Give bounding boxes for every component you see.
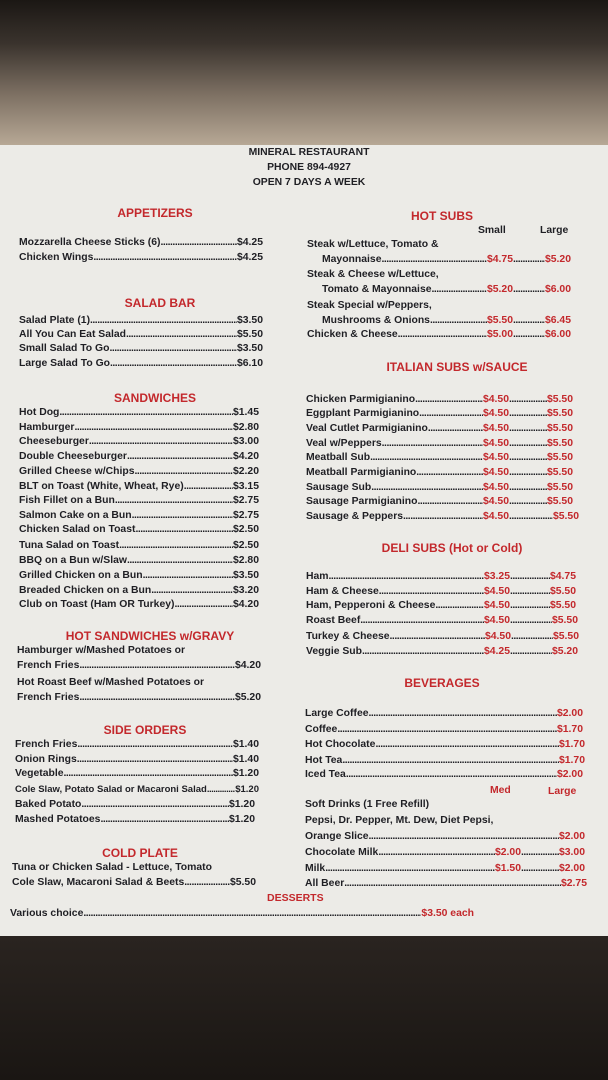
menu-item: Cheeseburger ..... $3.00: [19, 437, 259, 447]
menu-item: French Fries ..... $4.20: [17, 661, 261, 671]
section-title-cold-plate: COLD PLATE: [102, 846, 178, 860]
menu-item: Onion Rings ..... $1.40: [15, 755, 259, 765]
menu-item: Hot Tea ..... $1.70: [305, 756, 585, 766]
wall-background: [0, 0, 608, 145]
section-title-italian-subs: ITALIAN SUBS w/SAUCE: [386, 360, 528, 374]
menu-item: Chicken Parmigianino ..... $4.50 ..... $5.50: [306, 395, 573, 405]
menu-item: Hamburger ..... $2.80: [19, 423, 259, 433]
menu-item-line: Tuna or Chicken Salad - Lettuce, Tomato: [12, 862, 212, 873]
menu-item: Large Salad To Go ..... $6.10: [19, 359, 263, 369]
menu-item: Eggplant Parmigianino ..... $4.50 ..... $5.50: [306, 409, 573, 419]
menu-item: Grilled Cheese w/Chips ..... $2.20: [19, 467, 259, 477]
section-title-beverages: BEVERAGES: [404, 676, 480, 690]
menu-item: Sausage Sub ..... $4.50 ..... $5.50: [306, 483, 573, 493]
section-title-appetizers: APPETIZERS: [117, 206, 193, 220]
menu-item-line: Steak w/Lettuce, Tomato &: [307, 239, 439, 250]
menu-item: Meatball Parmigianino ..... $4.50 ..... $5.50: [306, 468, 573, 478]
menu-item: Sausage Parmigianino ..... $4.50 ..... $5.50: [306, 497, 573, 507]
menu-item: Chicken Salad on Toast ..... $2.50: [19, 525, 259, 535]
menu-item: Meatball Sub ..... $4.50 ..... $5.50: [306, 453, 573, 463]
column-header-med: Med: [490, 785, 511, 796]
menu-item-line: Hamburger w/Mashed Potatoes or: [17, 645, 186, 656]
section-title-side-orders: SIDE ORDERS: [103, 723, 187, 737]
menu-item: All You Can Eat Salad ..... $5.50: [19, 330, 263, 340]
menu-item: Salad Plate (1) ..... $3.50: [19, 316, 263, 326]
menu-item-line: Pepsi, Dr. Pepper, Mt. Dew, Diet Pepsi,: [305, 815, 494, 826]
menu-item: Iced Tea ..... $2.00: [305, 770, 583, 780]
menu-item: Tuna Salad on Toast ..... $2.50: [19, 541, 259, 551]
menu-item-line: Soft Drinks (1 Free Refill): [305, 799, 430, 810]
menu-item: Milk ..... $1.50 ..... $2.00: [305, 864, 585, 874]
menu-item: Sausage & Peppers ..... $4.50 ..... $5.50: [306, 512, 579, 522]
menu-item-line: Hot Roast Beef w/Mashed Potatoes or: [17, 677, 205, 688]
restaurant-name: MINERAL RESTAURANT: [248, 147, 370, 158]
menu-item: Breaded Chicken on a Bun ..... $3.20: [19, 586, 259, 596]
menu-item: Ham & Cheese ..... $4.50 ..... $5.50: [306, 587, 576, 597]
menu-item: Hot Dog ..... $1.45: [19, 408, 259, 418]
menu-item: Ham ..... $3.25 ..... $4.75: [306, 572, 576, 582]
section-title-salad-bar: SALAD BAR: [124, 296, 196, 310]
menu-item: French Fries ..... $5.20: [17, 693, 261, 703]
menu-item-line: Steak & Cheese w/Lettuce,: [307, 269, 439, 280]
section-title-deli-subs: DELI SUBS (Hot or Cold): [381, 541, 523, 555]
menu-item: Chicken & Cheese ..... $5.00 ..... $6.00: [307, 330, 571, 340]
menu-item: Veggie Sub ..... $4.25 ..... $5.20: [306, 647, 578, 657]
section-title-desserts: DESSERTS: [267, 892, 324, 904]
menu-item: Salmon Cake on a Bun ..... $2.75: [19, 511, 259, 521]
menu-item: Cole Slaw, Macaroni Salad & Beets ..... $5.50: [12, 878, 256, 888]
menu-item: Vegetable ..... $1.20: [15, 769, 259, 779]
menu-item: Baked Potato ..... $1.20: [15, 800, 255, 810]
menu-item: Double Cheeseburger ..... $4.20: [19, 452, 259, 462]
menu-item: Orange Slice ..... $2.00: [305, 832, 585, 842]
menu-item: Various choice ..... $3.50 each: [10, 909, 474, 919]
menu-item: Tomato & Mayonnaise ..... $5.20 ..... $6.00: [322, 285, 571, 295]
section-title-sandwiches: SANDWICHES: [113, 391, 196, 405]
restaurant-hours: OPEN 7 DAYS A WEEK: [252, 177, 366, 188]
menu-item: Mushrooms & Onions ..... $5.50 ..... $6.45: [322, 316, 571, 326]
menu-item: Turkey & Cheese ..... $4.50 ..... $5.50: [306, 632, 579, 642]
menu-item: BBQ on a Bun w/Slaw ..... $2.80: [19, 556, 259, 566]
menu-item: Mashed Potatoes ..... $1.20: [15, 815, 255, 825]
menu-item: Chicken Wings ..... $4.25: [19, 253, 263, 263]
menu-item: Cole Slaw, Potato Salad or Macaroni Salad ..... $1.20: [15, 785, 259, 795]
column-header-small: Small: [478, 225, 506, 236]
menu-item: Large Coffee ..... $2.00: [305, 709, 583, 719]
menu-item: Veal w/Peppers ..... $4.50 ..... $5.50: [306, 439, 573, 449]
menu-item: Club on Toast (Ham OR Turkey) ..... $4.20: [19, 600, 259, 610]
menu-item: Chocolate Milk ..... $2.00 ..... $3.00: [305, 848, 585, 858]
menu-item: French Fries ..... $1.40: [15, 740, 259, 750]
menu-item-line: Steak Special w/Peppers,: [307, 300, 432, 311]
menu-item: Small Salad To Go ..... $3.50: [19, 344, 263, 354]
column-header-large: Large: [548, 786, 577, 797]
menu-item: Hot Chocolate ..... $1.70: [305, 740, 585, 750]
menu-item: All Beer ..... $2.75: [305, 879, 587, 889]
menu-item: BLT on Toast (White, Wheat, Rye) ..... $3.15: [19, 482, 259, 492]
menu-item: Grilled Chicken on a Bun ..... $3.50: [19, 571, 259, 581]
table-surface: [0, 936, 608, 1080]
menu-item: Mayonnaise ..... $4.75 ..... $5.20: [322, 255, 571, 265]
menu-item: Mozzarella Cheese Sticks (6) ..... $4.25: [19, 238, 263, 248]
restaurant-phone: PHONE 894-4927: [267, 162, 351, 173]
menu-item: Fish Fillet on a Bun ..... $2.75: [19, 496, 259, 506]
section-title-hot-sandwiches: HOT SANDWICHES w/GRAVY: [65, 629, 235, 643]
menu-item: Roast Beef ..... $4.50 ..... $5.50: [306, 616, 578, 626]
menu-item: Ham, Pepperoni & Cheese ..... $4.50 ..... $5.50: [306, 601, 576, 611]
menu-item: Veal Cutlet Parmigianino ..... $4.50 ..... $5.50: [306, 424, 573, 434]
column-header-large: Large: [540, 225, 569, 236]
menu-item: Coffee ..... $1.70: [305, 725, 583, 735]
section-title-hot-subs: HOT SUBS: [410, 209, 473, 223]
